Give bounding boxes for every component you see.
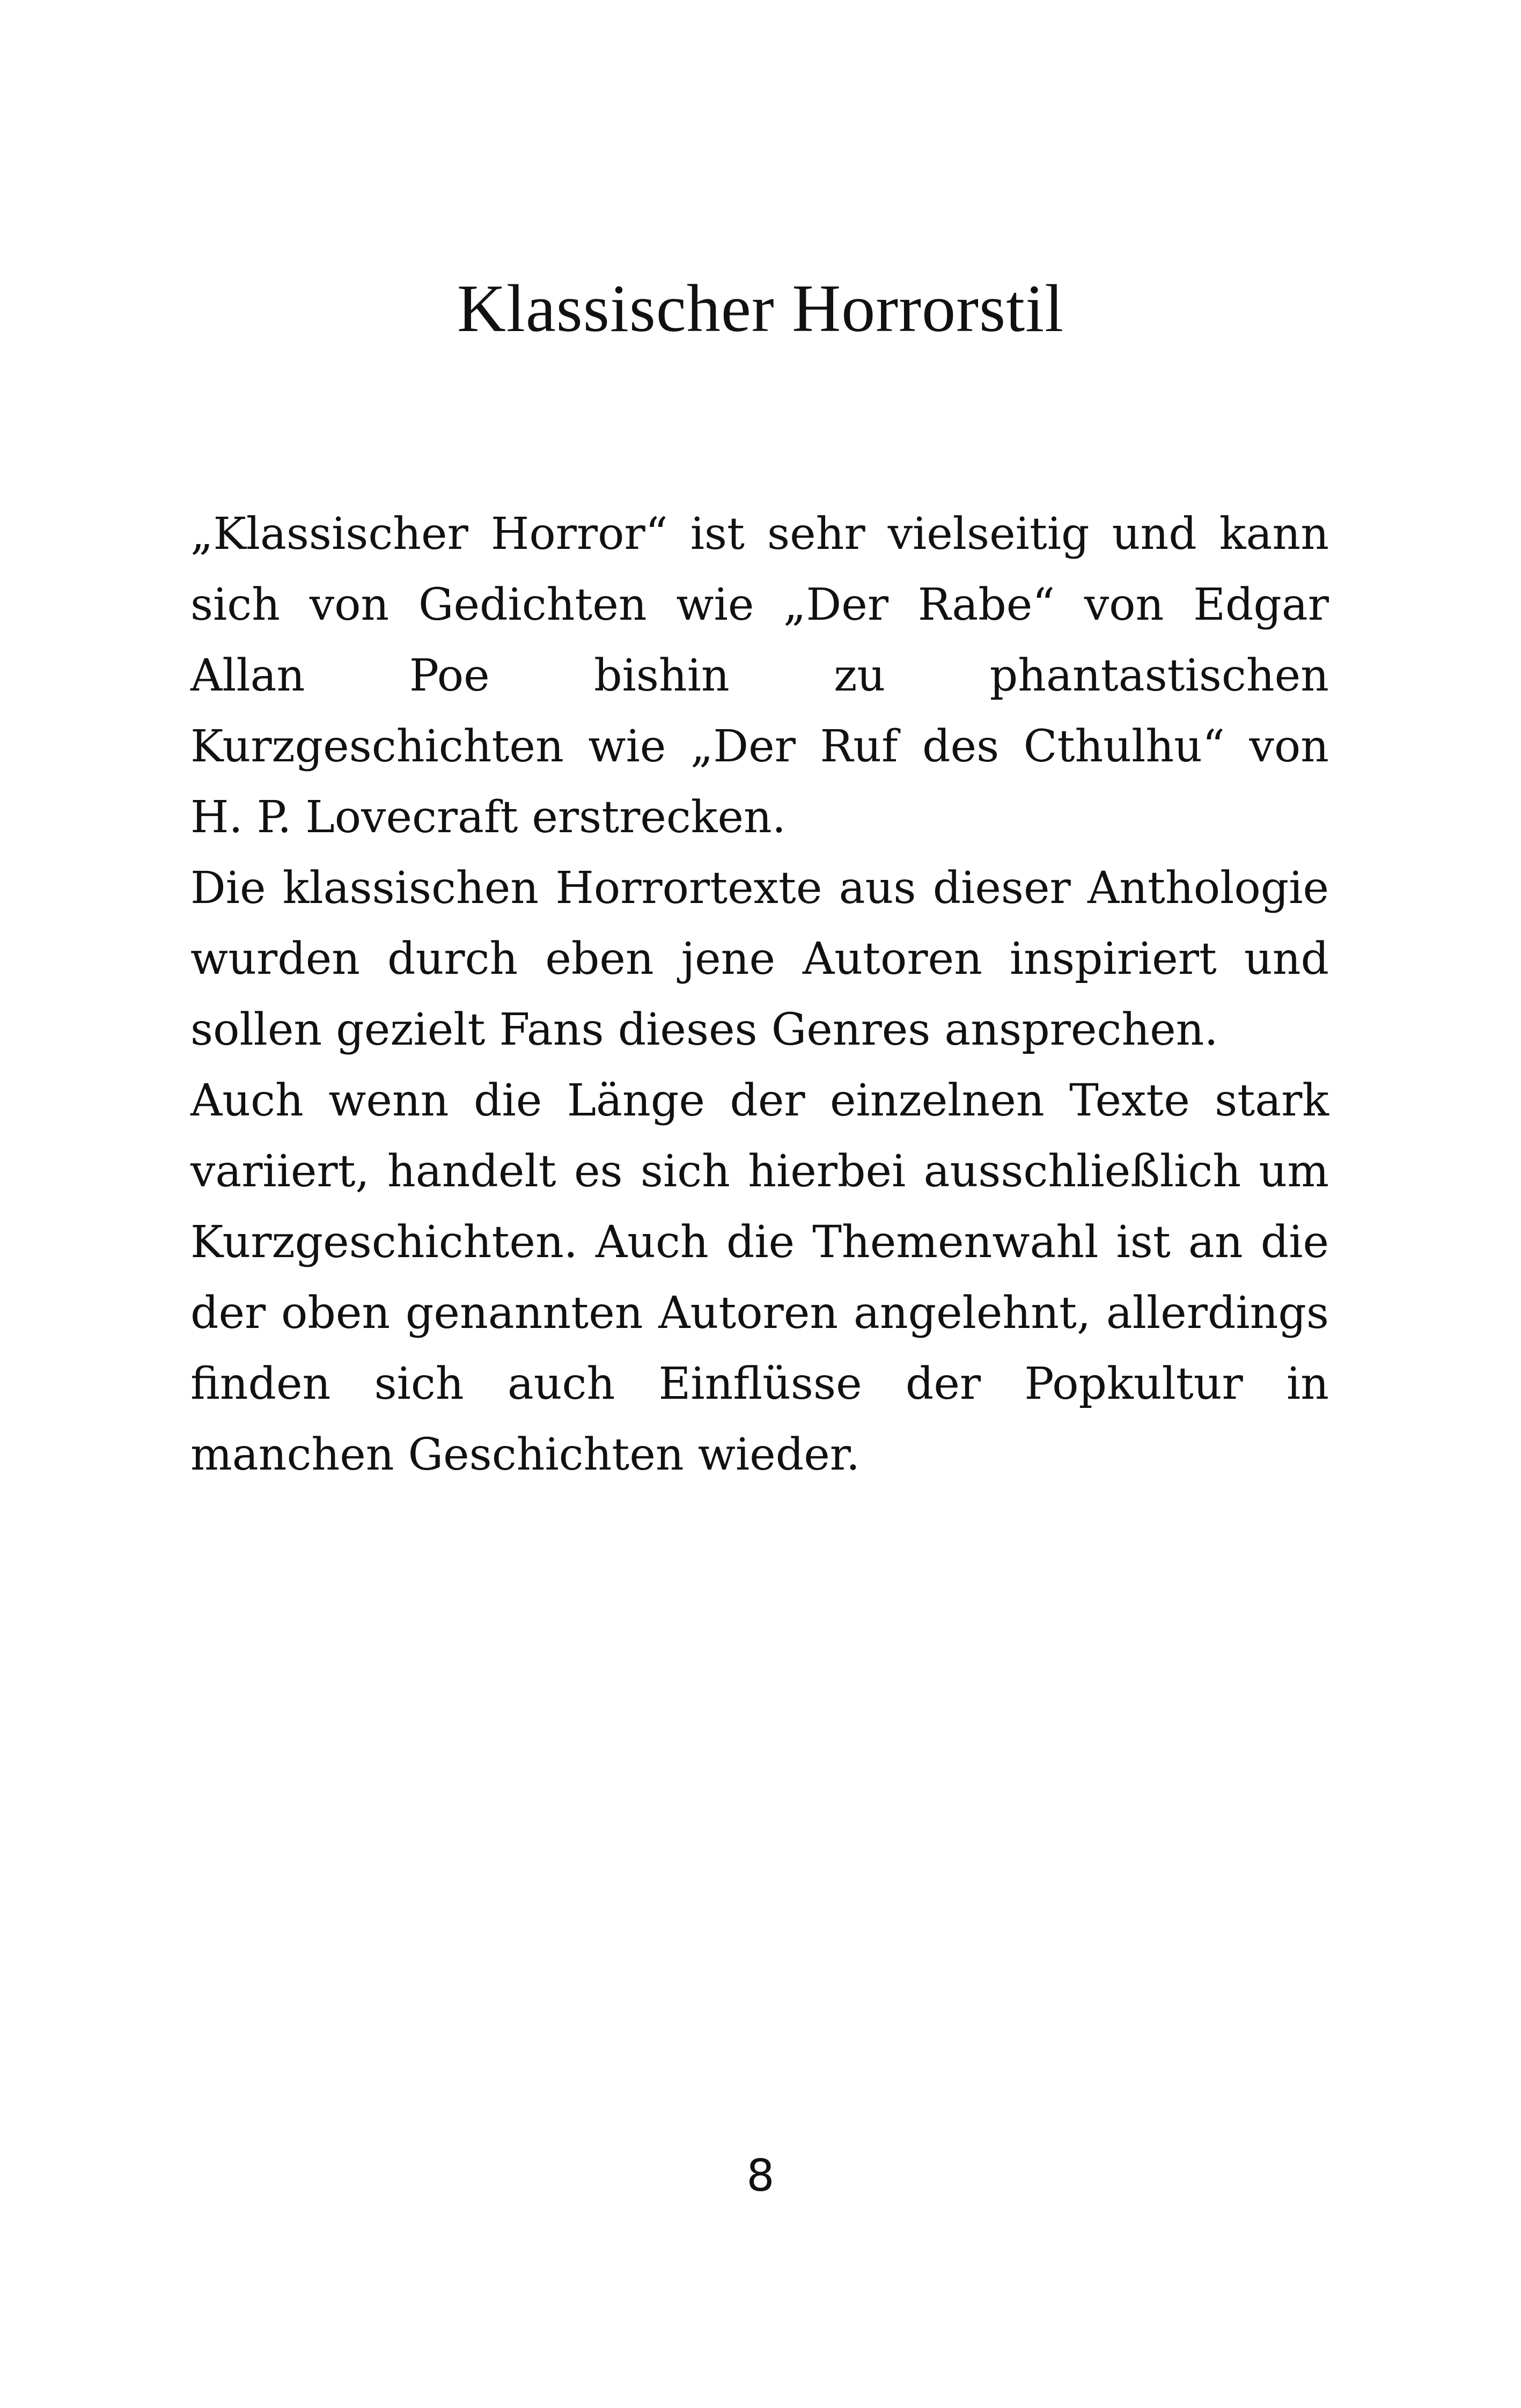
paragraph-1: „Klassischer Horror“ ist sehr vielseitig und kann sich von Gedichten wie „Der Rabe“ von Edgar Allan Poe bishin zu phantastischen Kurzgeschichten wie „Der Ruf des Cthulhu“ von H. P. Lovecraft erstrecken. bbox=[190, 509, 1329, 843]
paragraph-2: Die klassischen Horrortexte aus dieser Anthologie wurden durch eben jene Autoren inspiriert und sollen gezielt Fans dieses Genres ansprechen. bbox=[190, 863, 1329, 1055]
paragraph-3: Auch wenn die Länge der einzelnen Texte stark variiert, handelt es sich hierbei ausschließlich um Kurzgeschichten. Auch die Themenwahl ist an die der oben genannten Autoren angelehnt, allerdings finden sich auch Einflüsse der Popkultur in manchen Geschichten wieder. bbox=[190, 1075, 1329, 1480]
chapter-title: Klassischer Horrorstil bbox=[457, 271, 1064, 346]
body-text bbox=[190, 499, 1329, 1491]
page-number: 8 bbox=[746, 2150, 775, 2201]
